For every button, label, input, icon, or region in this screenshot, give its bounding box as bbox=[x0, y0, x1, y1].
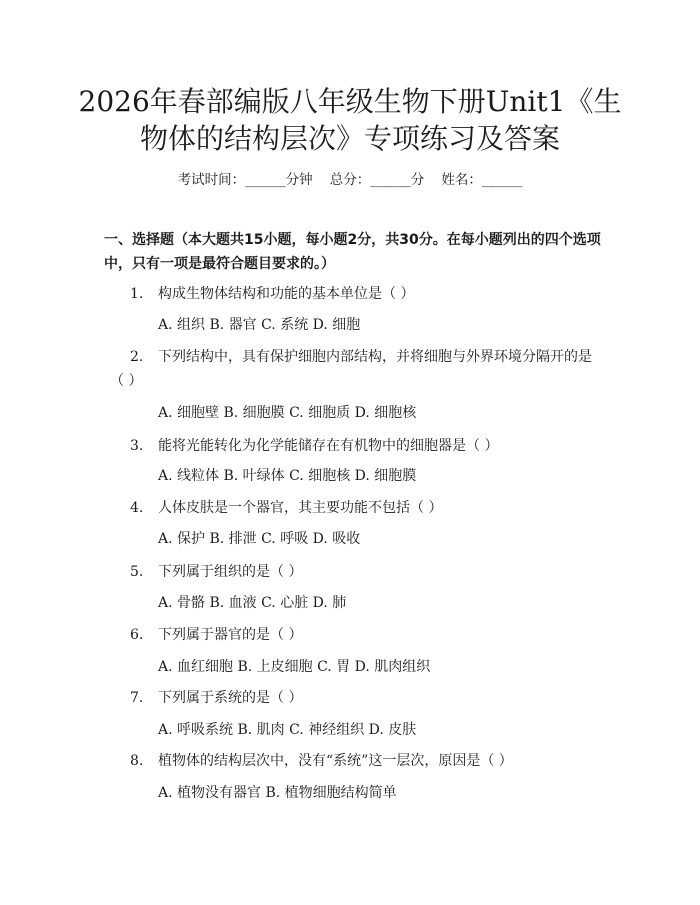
question-number: 8. bbox=[130, 753, 144, 769]
question-8-options: A. 植物没有器官 B. 植物细胞结构简单 bbox=[158, 785, 397, 801]
question-3 bbox=[110, 434, 622, 458]
question-stem: 下列属于系统的是（ ） bbox=[158, 690, 303, 706]
question-number: 5. bbox=[130, 564, 144, 580]
question-1-options: A. 组织 B. 器官 C. 系统 D. 细胞 bbox=[158, 317, 361, 333]
question-8 bbox=[110, 749, 622, 773]
question-5 bbox=[110, 560, 622, 584]
question-number: 7. bbox=[130, 690, 144, 706]
question-stem: 下列结构中，具有保护细胞内部结构，并将细胞与外界环境分隔开的是（ ） bbox=[110, 349, 592, 389]
question-stem: 构成生物体结构和功能的基本单位是（ ） bbox=[158, 286, 415, 302]
document-title-line-2: 物体的结构层次》专项练习及答案 bbox=[139, 122, 560, 155]
section-heading: 一、选择题（本大题共15小题，每小题2分，共30分。在每小题列出的四个选项中，只有一项是最符合题目要求的。） bbox=[104, 232, 601, 272]
question-4 bbox=[110, 496, 622, 520]
question-stem: 下列属于组织的是（ ） bbox=[158, 564, 303, 580]
question-number: 2. bbox=[130, 349, 144, 365]
question-3-options: A. 线粒体 B. 叶绿体 C. 细胞核 D. 细胞膜 bbox=[158, 468, 417, 484]
question-stem: 人体皮肤是一个器官，其主要功能不包括（ ） bbox=[158, 500, 443, 516]
question-2 bbox=[110, 345, 594, 393]
question-7-options: A. 呼吸系统 B. 肌肉 C. 神经组织 D. 皮肤 bbox=[158, 722, 417, 738]
question-2-options: A. 细胞壁 B. 细胞膜 C. 细胞质 D. 细胞核 bbox=[158, 405, 417, 421]
exam-info-line: 考试时间：______分钟 总分：______分 姓名：______ bbox=[177, 172, 523, 188]
question-number: 1. bbox=[130, 286, 144, 302]
question-number: 6. bbox=[130, 627, 144, 643]
question-4-options: A. 保护 B. 排泄 C. 呼吸 D. 吸收 bbox=[158, 531, 361, 547]
question-6 bbox=[110, 623, 622, 647]
question-stem: 植物体的结构层次中，没有“系统”这一层次，原因是（ ） bbox=[158, 753, 513, 769]
question-5-options: A. 骨骼 B. 血液 C. 心脏 D. 肺 bbox=[158, 595, 347, 611]
document-title-line-1: 2026年春部编版八年级生物下册Unit1《生 bbox=[78, 85, 622, 118]
question-7 bbox=[110, 686, 622, 710]
question-6-options: A. 血红细胞 B. 上皮细胞 C. 胃 D. 肌肉组织 bbox=[158, 659, 431, 675]
question-number: 3. bbox=[130, 438, 144, 454]
question-stem: 下列属于器官的是（ ） bbox=[158, 627, 303, 643]
question-number: 4. bbox=[130, 500, 144, 516]
question-stem: 能将光能转化为化学能储存在有机物中的细胞器是（ ） bbox=[158, 438, 499, 454]
question-1 bbox=[110, 282, 622, 306]
